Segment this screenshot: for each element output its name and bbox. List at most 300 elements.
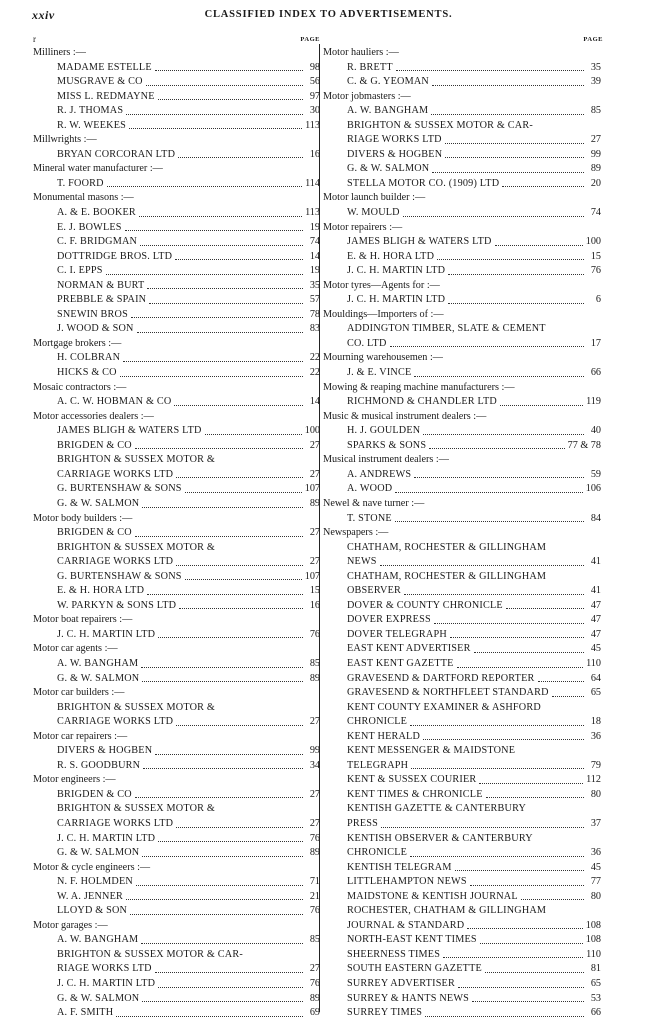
advertiser-name: MUSGRAVE & CO <box>57 76 143 88</box>
advertiser-name: CARRIAGE WORKS LTD <box>57 817 174 829</box>
page-reference: 35 <box>309 279 320 291</box>
advertiser-name: HICKS & CO <box>57 367 117 379</box>
advertiser-name: BRYAN CORCORAN LTD <box>57 148 176 160</box>
dot-leader <box>538 681 584 682</box>
advertiser-name: LITTLEHAMPTON NEWS <box>347 876 467 888</box>
category-heading: Motor jobmasters :— <box>323 90 411 102</box>
advertiser-name: BRIGDEN & CO <box>57 439 132 451</box>
page-reference: 45 <box>590 643 601 655</box>
advertiser-name: E. & H. HORA LTD <box>57 585 145 597</box>
category-heading: Motor repairers :— <box>323 221 403 233</box>
entry-name-line <box>323 802 601 817</box>
advertiser-name: A. WOOD <box>347 483 393 495</box>
index-entry <box>33 395 320 410</box>
index-entry <box>323 773 601 788</box>
page-reference: 19 <box>309 265 320 277</box>
page-number: xxiv <box>32 8 55 22</box>
category-heading: Musical instrument dealers :— <box>323 454 449 466</box>
dot-leader <box>403 216 584 217</box>
page-reference: 53 <box>590 992 601 1004</box>
index-entry <box>33 177 320 192</box>
page-reference: 66 <box>590 1007 601 1019</box>
entry-name-line <box>33 453 320 468</box>
page-reference: 106 <box>585 483 601 495</box>
page-title: CLASSIFIED INDEX TO ADVERTISEMENTS. <box>204 9 453 20</box>
advertiser-name: RICHMOND & CHANDLER LTD <box>347 396 497 408</box>
advertiser-name: A. W. BANGHAM <box>57 934 139 946</box>
index-entry <box>33 61 320 76</box>
advertiser-name: EAST KENT ADVERTISER <box>347 643 471 655</box>
index-entry <box>33 424 320 439</box>
advertiser-name: G. BURTENSHAW & SONS <box>57 570 182 582</box>
index-entry <box>33 962 320 977</box>
page-reference: 47 <box>590 599 601 611</box>
dot-leader <box>155 70 303 71</box>
dot-leader <box>141 943 303 944</box>
advertiser-name: J. C. H. MARTIN LTD <box>347 294 446 306</box>
dot-leader <box>495 245 583 246</box>
page-reference: 69 <box>309 1007 320 1019</box>
advertiser-name: KENT HERALD <box>347 730 421 742</box>
category-heading: Newel & nave turner :— <box>323 497 425 509</box>
page-reference: 89 <box>590 163 601 175</box>
index-entry <box>33 293 320 308</box>
advertiser-name: KENT TIMES & CHRONICLE <box>347 788 483 800</box>
advertiser-name: BRIGHTON & SUSSEX MOTOR & <box>57 701 216 713</box>
index-entry <box>33 264 320 279</box>
index-entry <box>33 75 320 90</box>
dot-leader <box>135 797 303 798</box>
advertiser-name: NORTH-EAST KENT TIMES <box>347 934 477 946</box>
index-entry <box>323 686 601 701</box>
page-reference: 108 <box>585 919 601 931</box>
index-entry <box>33 904 320 919</box>
page-reference: 41 <box>590 585 601 597</box>
index-entry <box>33 322 320 337</box>
index-entry <box>33 584 320 599</box>
advertiser-name: SHEERNESS TIMES <box>347 948 441 960</box>
entry-name-line <box>33 802 320 817</box>
index-entry <box>33 206 320 221</box>
page-reference: 71 <box>309 876 320 888</box>
advertiser-name: CHATHAM, ROCHESTER & GILLINGHAM <box>347 570 547 582</box>
page-reference: 15 <box>309 585 320 597</box>
index-entry <box>33 817 320 832</box>
advertiser-name: A. C. W. HOBMAN & CO <box>57 396 172 408</box>
dot-leader <box>381 827 584 828</box>
advertiser-name: G. & W. SALMON <box>57 672 140 684</box>
dot-leader <box>176 477 303 478</box>
advertiser-name: GRAVESEND & DARTFORD REPORTER <box>347 672 535 684</box>
page-reference: 74 <box>309 236 320 248</box>
dot-leader <box>125 230 303 231</box>
index-entry <box>323 759 601 774</box>
dot-leader <box>147 594 303 595</box>
dot-leader <box>129 128 302 129</box>
dot-leader <box>158 987 303 988</box>
dot-leader <box>120 376 303 377</box>
index-entry <box>323 977 601 992</box>
advertiser-name: MISS L. REDMAYNE <box>57 90 155 102</box>
dot-leader <box>107 186 302 187</box>
index-entry <box>33 526 320 541</box>
advertiser-name: G. & W. SALMON <box>57 497 140 509</box>
index-entry <box>33 366 320 381</box>
advertiser-name: RIAGE WORKS LTD <box>57 963 152 975</box>
dot-leader <box>395 492 582 493</box>
dot-leader <box>448 274 584 275</box>
advertiser-name: KENT MESSENGER & MAIDSTONE <box>347 745 516 757</box>
advertiser-name: MAIDSTONE & KENTISH JOURNAL <box>347 890 518 902</box>
page-reference: 34 <box>309 759 320 771</box>
dot-leader <box>158 841 303 842</box>
column-header <box>323 36 601 46</box>
advertiser-name: SURREY ADVERTISER <box>347 978 455 989</box>
dot-leader <box>506 608 584 609</box>
dot-leader <box>455 870 584 871</box>
page-reference: 108 <box>585 934 601 946</box>
dot-leader <box>140 245 303 246</box>
advertiser-name: C. F. BRIDGMAN <box>57 236 138 248</box>
dot-leader <box>116 1016 303 1017</box>
dot-leader <box>126 899 303 900</box>
index-entry <box>33 439 320 454</box>
dot-leader <box>380 565 584 566</box>
page-reference: 57 <box>309 294 320 306</box>
index-entry <box>323 104 601 119</box>
page-reference: 80 <box>590 890 601 902</box>
advertiser-name: R. BRETT <box>347 61 393 73</box>
page-reference: 113 <box>305 119 320 131</box>
dot-leader <box>423 434 584 435</box>
page-reference: 18 <box>590 716 601 728</box>
page-reference: 76 <box>590 265 601 277</box>
index-entry <box>33 1006 320 1021</box>
dot-leader <box>480 943 583 944</box>
page-column-label: PAGE <box>300 36 320 43</box>
dot-leader <box>142 1001 303 1002</box>
index-entry <box>33 90 320 105</box>
index-entry <box>33 148 320 163</box>
index-entry <box>33 846 320 861</box>
index-entry <box>323 177 601 192</box>
dot-leader <box>176 725 303 726</box>
page-reference: 22 <box>309 352 320 364</box>
dot-leader <box>437 259 584 260</box>
dot-leader <box>136 885 303 886</box>
index-entry <box>323 439 601 454</box>
advertiser-name: A. ANDREWS <box>347 468 412 480</box>
advertiser-name: KENT & SUSSEX COURIER <box>347 774 477 786</box>
category-heading: Motor car agents :— <box>33 643 118 655</box>
page-reference: 47 <box>590 614 601 626</box>
index-column-right <box>323 36 601 1021</box>
advertiser-name: W. PARKYN & SONS LTD <box>57 599 177 611</box>
advertiser-name: RIAGE WORKS LTD <box>347 134 442 146</box>
category-heading: Motor hauliers :— <box>323 47 399 58</box>
dot-leader <box>474 652 584 653</box>
page-column-label: PAGE <box>583 36 603 43</box>
dot-leader <box>155 972 303 973</box>
advertiser-name: N. F. HOLMDEN <box>57 876 133 888</box>
dot-leader <box>434 623 584 624</box>
page-reference: 14 <box>309 396 320 408</box>
index-entry <box>323 337 601 352</box>
index-entry <box>33 555 320 570</box>
index-entry <box>323 672 601 687</box>
dot-leader <box>410 856 584 857</box>
advertiser-name: KENTISH TELEGRAM <box>347 861 452 873</box>
index-entry <box>323 293 601 308</box>
dot-leader <box>390 346 584 347</box>
page-reference: 77 <box>590 876 601 888</box>
advertiser-name: W. A. JENNER <box>57 890 123 902</box>
index-entry <box>323 395 601 410</box>
index-entry <box>33 279 320 294</box>
page-reference: 80 <box>590 788 601 800</box>
advertiser-name: T. FOORD <box>57 177 104 189</box>
page-reference: 36 <box>590 847 601 859</box>
index-entry <box>323 875 601 890</box>
dot-leader <box>470 885 584 886</box>
page-reference: 99 <box>309 745 320 757</box>
advertiser-name: A. F. SMITH <box>57 1007 114 1019</box>
dot-leader <box>130 914 303 915</box>
index-entry <box>323 468 601 483</box>
page-reference: 56 <box>309 76 320 88</box>
advertiser-name: SURREY TIMES <box>347 1007 423 1019</box>
dot-leader <box>146 85 303 86</box>
advertiser-name: JOURNAL & STANDARD <box>347 919 465 931</box>
category-heading: Mowing & reaping machine manufacturers :— <box>323 381 515 393</box>
advertiser-name: STELLA MOTOR CO. (1909) LTD <box>347 177 500 189</box>
index-entry <box>323 250 601 265</box>
advertiser-name: EAST KENT GAZETTE <box>347 657 454 669</box>
index-entry <box>323 948 601 963</box>
page-reference: 27 <box>309 963 320 975</box>
dot-leader <box>142 681 303 682</box>
index-entry <box>33 657 320 672</box>
advertiser-name: SNEWIN BROS <box>57 308 128 320</box>
index-entry <box>323 235 601 250</box>
advertiser-name: J. & E. VINCE <box>347 367 412 379</box>
advertiser-name: G. BURTENSHAW & SONS <box>57 483 182 495</box>
advertiser-name: DOVER & COUNTY CHRONICLE <box>347 599 503 611</box>
advertiser-name: BRIGHTON & SUSSEX MOTOR & <box>57 541 216 553</box>
advertiser-name: GRAVESEND & NORTHFLEET STANDARD <box>347 687 549 699</box>
index-entry <box>323 628 601 643</box>
dot-leader <box>502 186 584 187</box>
index-entry <box>323 366 601 381</box>
advertiser-name: A. & E. BOOKER <box>57 207 136 219</box>
dot-leader <box>457 667 584 668</box>
advertiser-name: KENTISH GAZETTE & CANTERBURY <box>347 803 527 815</box>
dot-leader <box>123 361 303 362</box>
dot-leader <box>142 856 303 857</box>
page-reference: 22 <box>309 367 320 379</box>
page-reference: 30 <box>309 105 320 117</box>
index-entry <box>323 890 601 905</box>
dot-leader <box>149 303 303 304</box>
dot-leader <box>179 608 303 609</box>
category-heading: Motor tyres—Agents for :— <box>323 279 440 291</box>
page-reference: 16 <box>309 148 320 160</box>
page-reference: 97 <box>309 90 320 102</box>
advertiser-name: CHRONICLE <box>347 847 408 859</box>
page-reference: 89 <box>309 847 320 859</box>
dot-leader <box>432 172 584 173</box>
page-reference: 76 <box>309 978 320 989</box>
category-heading: Motor car builders :— <box>33 687 125 699</box>
entry-name-line <box>323 119 601 134</box>
index-entry <box>323 846 601 861</box>
advertiser-name: J. C. H. MARTIN LTD <box>57 628 156 640</box>
advertiser-name: G. & W. SALMON <box>57 847 140 859</box>
page-reference: 76 <box>309 832 320 844</box>
index-entry <box>33 482 320 497</box>
advertiser-name: JAMES BLIGH & WATERS LTD <box>57 425 202 437</box>
page-reference: 17 <box>590 337 601 349</box>
dot-leader <box>158 637 303 638</box>
category-heading: Newspapers :— <box>323 527 389 539</box>
advertiser-name: A. W. BANGHAM <box>57 657 139 669</box>
page-reference: 83 <box>309 323 320 335</box>
dot-leader <box>479 783 583 784</box>
advertiser-name: SOUTH EASTERN GAZETTE <box>347 963 482 975</box>
index-entry <box>33 672 320 687</box>
advertiser-name: DOVER TELEGRAPH <box>347 628 447 640</box>
entry-name-line <box>323 322 601 337</box>
category-heading: Motor body builders :— <box>33 512 133 524</box>
column-marker: r <box>33 34 37 44</box>
index-entry <box>33 933 320 948</box>
entry-name-line <box>33 948 320 963</box>
page-reference: 27 <box>309 468 320 480</box>
page-header <box>32 8 625 26</box>
index-entry <box>323 992 601 1007</box>
page-reference: 27 <box>590 134 601 146</box>
index-entry <box>323 133 601 148</box>
advertiser-name: BRIGHTON & SUSSEX MOTOR & CAR- <box>347 119 533 131</box>
dot-leader <box>178 157 303 158</box>
page-reference: 100 <box>585 236 601 248</box>
index-entry <box>323 162 601 177</box>
page-reference: 65 <box>590 978 601 989</box>
advertiser-name: CARRIAGE WORKS LTD <box>57 468 174 480</box>
index-entry <box>33 832 320 847</box>
advertiser-name: CARRIAGE WORKS LTD <box>57 556 174 568</box>
dot-leader <box>106 274 303 275</box>
dot-leader <box>410 725 584 726</box>
category-heading: Motor & cycle engineers :— <box>33 861 151 873</box>
index-column-left <box>33 36 320 1021</box>
page-reference: 40 <box>590 425 601 437</box>
index-entry <box>323 584 601 599</box>
dot-leader <box>147 288 303 289</box>
dot-leader <box>411 768 584 769</box>
index-entry <box>33 308 320 323</box>
page-reference: 27 <box>309 716 320 728</box>
index-entry <box>33 497 320 512</box>
advertiser-name: KENT COUNTY EXAMINER & ASHFORD <box>347 701 541 713</box>
category-heading: Motor car repairers :— <box>33 730 128 742</box>
advertiser-name: R. S. GOODBURN <box>57 759 141 771</box>
advertiser-name: DIVERS & HOGBEN <box>347 148 443 160</box>
index-entry <box>33 977 320 992</box>
dot-leader <box>176 565 303 566</box>
dot-leader <box>131 317 303 318</box>
index-entry <box>323 424 601 439</box>
index-entry <box>323 555 601 570</box>
index-entry <box>323 715 601 730</box>
category-heading: Motor launch builder :— <box>323 192 426 204</box>
dot-leader <box>395 521 584 522</box>
page-reference: 98 <box>309 61 320 73</box>
index-entry <box>33 992 320 1007</box>
advertiser-name: E. & H. HORA LTD <box>347 250 435 262</box>
index-entry <box>323 512 601 527</box>
page-reference: 20 <box>590 177 601 189</box>
advertiser-name: NORMAN & BURT <box>57 279 145 291</box>
index-entry <box>33 715 320 730</box>
dot-leader <box>174 405 303 406</box>
index-entry <box>323 657 601 672</box>
dot-leader <box>500 405 583 406</box>
page-reference: 66 <box>590 367 601 379</box>
dot-leader <box>472 1001 584 1002</box>
dot-leader <box>135 448 303 449</box>
advertiser-name: BRIGDEN & CO <box>57 527 132 539</box>
index-entry <box>33 599 320 614</box>
advertiser-name: LLOYD & SON <box>57 905 128 917</box>
index-entry <box>33 890 320 905</box>
entry-name-line <box>323 832 601 847</box>
page-reference: 107 <box>304 483 320 495</box>
category-heading: Motor engineers :— <box>33 774 116 786</box>
dot-leader <box>158 99 303 100</box>
page-reference: 76 <box>309 628 320 640</box>
page-reference: 45 <box>590 861 601 873</box>
dot-leader <box>142 507 303 508</box>
advertiser-name: CHRONICLE <box>347 716 408 728</box>
advertiser-name: A. W. BANGHAM <box>347 105 429 117</box>
index-entry <box>33 250 320 265</box>
page-reference: 79 <box>590 759 601 771</box>
index-entry <box>33 570 320 585</box>
page-reference: 100 <box>304 425 320 437</box>
page-reference: 110 <box>586 657 601 669</box>
index-entry <box>323 148 601 163</box>
page-reference: 85 <box>590 105 601 117</box>
dot-leader <box>185 492 302 493</box>
index-entry <box>323 206 601 221</box>
dot-leader <box>396 70 584 71</box>
advertiser-name: TELEGRAPH <box>347 759 409 771</box>
page-reference: 114 <box>305 177 320 189</box>
category-heading: Motor boat repairers :— <box>33 614 133 626</box>
advertiser-name: MADAME ESTELLE <box>57 61 152 73</box>
advertiser-name: DIVERS & HOGBEN <box>57 745 153 757</box>
advertiser-name: ROCHESTER, CHATHAM & GILLINGHAM <box>347 905 547 917</box>
category-heading: Mosaic contractors :— <box>33 381 127 393</box>
page-reference: 16 <box>309 599 320 611</box>
category-heading: Mineral water manufacturer :— <box>33 163 163 175</box>
advertiser-name: CARRIAGE WORKS LTD <box>57 716 174 728</box>
dot-leader <box>429 448 564 449</box>
dot-leader <box>445 157 584 158</box>
dot-leader <box>414 376 584 377</box>
index-entry <box>323 264 601 279</box>
